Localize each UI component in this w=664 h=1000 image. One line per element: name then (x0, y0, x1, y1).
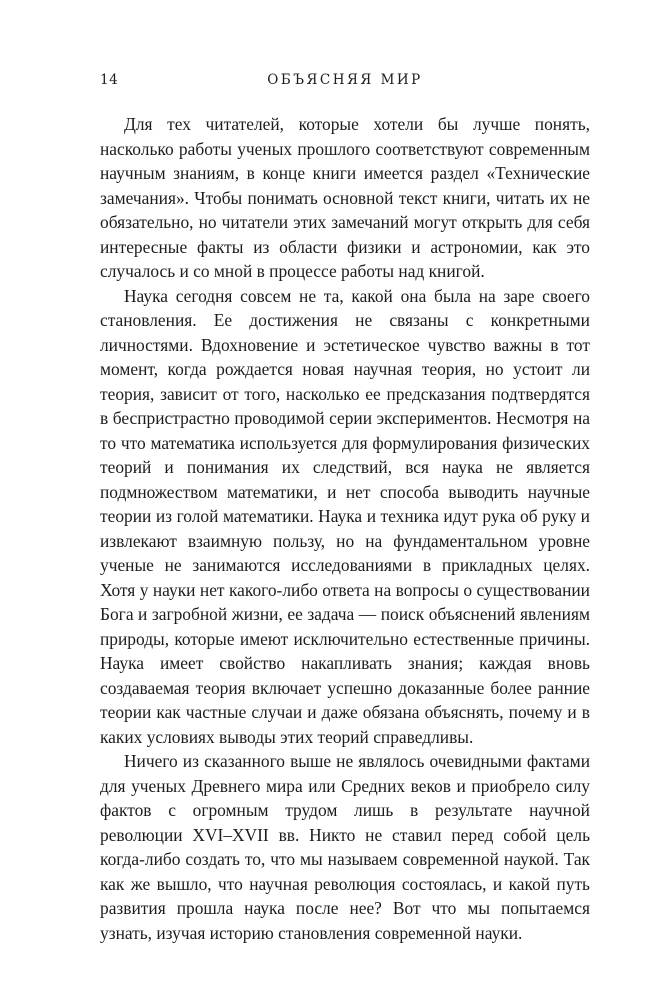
paragraph-scientific-revolution: Ничего из сказанного выше не являлось очевидными фактами для ученых Древнего мира или Средних веков и приобрело силу фактов с огромным трудом лишь в результате научной революции XVI–XVII вв. Никто не ставил перед собой цель когда-либо создать то, что мы называем современной наукой. Так как же вышло, что научная революция состоялась, и какой путь развития прошла наука после нее? Вот что мы попытаемся узнать, изучая историю становления современной науки. (100, 751, 590, 943)
page-number: 14 (100, 72, 119, 88)
running-head (100, 72, 590, 92)
body-text (100, 112, 590, 945)
paragraph-technical-notes: Для тех читателей, которые хотели бы лучше понять, насколько работы ученых прошлого соответствуют современным научным знаниям, в конце книги имеется раздел «Технические замечания». Чтобы понимать основной текст книги, читать их не обязательно, но читатели этих замечаний могут открыть для себя интересные факты из области физики и астрономии, как это случалось и со мной в процессе работы над книгой. (100, 114, 590, 281)
paragraph-modern-science: Наука сегодня совсем не та, какой она была на заре своего становления. Ее достижения не связаны с конкретными личностями. Вдохновение и эстетическое чувство важны в тот момент, когда рождается новая научная теория, но устоит ли теория, зависит от того, насколько ее предсказания подтвердятся в беспристрастно проводимой серии экспериментов. Несмотря на то что математика используется для формулирования физических теорий и понимания их следствий, вся наука не является подмножеством математики, и нет способа выводить научные теории из голой математики. Наука и техника идут рука об руку и извлекают взаимную пользу, но на фундаментальном уровне ученые не занимаются исследованиями в прикладных целях. Хотя у науки нет какого-либо ответа на вопросы о существовании Бога и загробной жизни, ее задача — поиск объяснений явлениям природы, которые имеют исключительно естественные причины. Наука имеет свойство накапливать знания; каждая вновь создаваемая теория включает успешно доказанные более ранние теории как частные случаи и даже обязана объяснять, почему и в каких условиях выводы этих теорий справедливы. (100, 285, 590, 747)
book-title: ОБЪЯСНЯЯ МИР (267, 72, 423, 88)
